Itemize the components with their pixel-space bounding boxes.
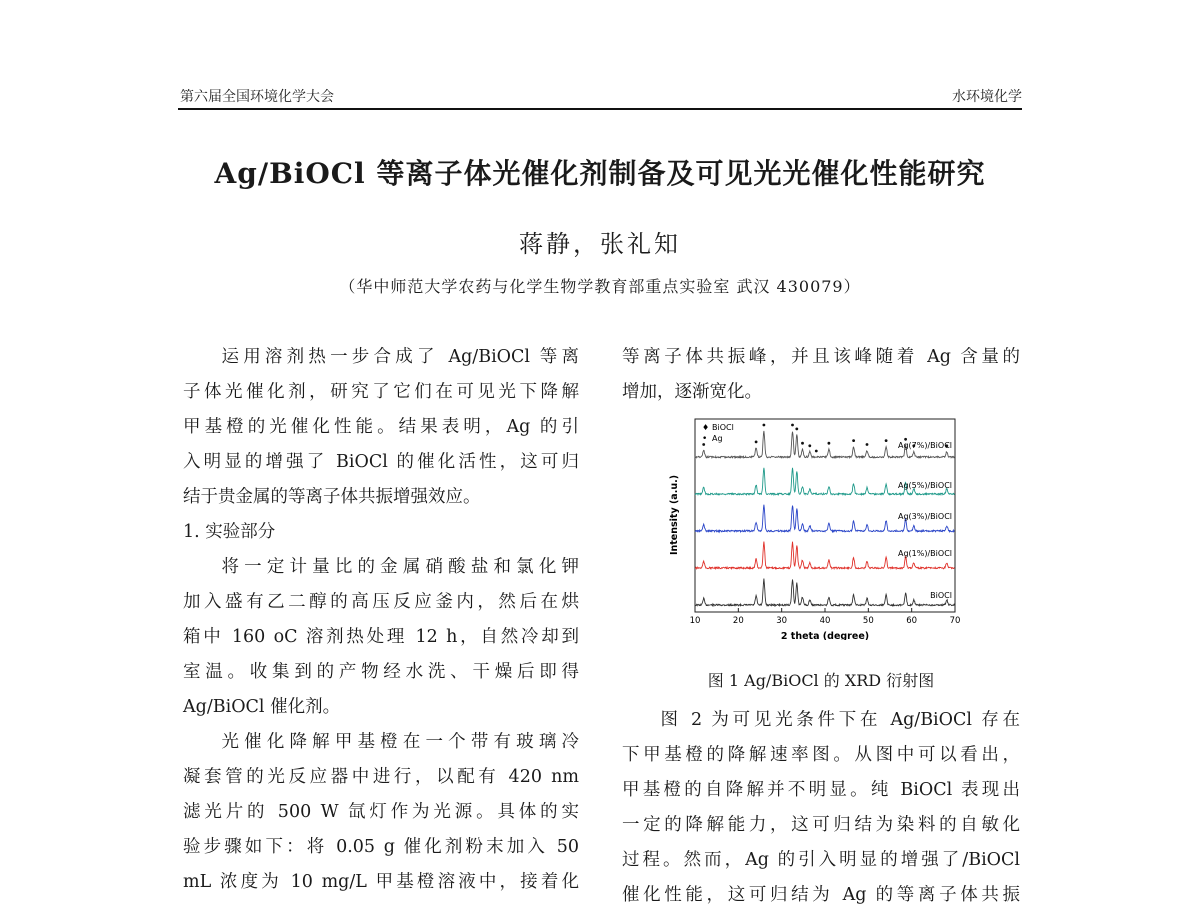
peak-marker — [828, 442, 831, 445]
peak-marker — [852, 439, 855, 442]
running-header-right: 水环境化学 — [952, 89, 1022, 105]
paper-affiliation: （华中师范大学农药与化学生物学教育部重点实验室 武汉 430079） — [339, 277, 861, 296]
series-line — [695, 579, 955, 606]
text-line: 下甲基橙的降解速率图。从图中可以看出， — [622, 745, 1020, 765]
text-line: 滤光片的 500 W 氙灯作为光源。具体的实 — [183, 802, 579, 822]
legend-marker: ♦ — [702, 423, 710, 432]
header-rule — [178, 108, 1022, 110]
x-tick-label: 10 — [689, 616, 701, 626]
peak-marker — [866, 443, 869, 446]
figure-caption: 图 1 Ag/BiOCl 的 XRD 衍射图 — [707, 671, 935, 690]
section-heading: 1. 实验部分 — [183, 522, 276, 542]
x-tick-label: 70 — [949, 616, 960, 626]
text-line: 甲基橙的光催化性能。结果表明，Ag 的引 — [183, 417, 579, 437]
y-axis-label: Intensity (a.u.) — [669, 474, 680, 556]
legend-label: Ag — [712, 434, 723, 443]
x-tick-label: 60 — [906, 616, 918, 626]
text-line: mL 浓度为 10 mg/L 甲基橙溶液中，接着化 — [183, 872, 579, 892]
paper-title: Ag/BiOCl 等离子体光催化剂制备及可见光光催化性能研究 — [214, 157, 986, 190]
peak-marker — [808, 444, 811, 447]
series-label: Ag(5%)/BiOCl — [898, 481, 952, 490]
text-line: 验步骤如下：将 0.05 g 催化剂粉末加入 50 — [183, 837, 579, 857]
text-line: 图 2 为可见光条件下在 Ag/BiOCl 存在 — [660, 710, 1020, 730]
x-tick-label: 40 — [819, 616, 831, 626]
series-label: Ag(3%)/BiOCl — [898, 512, 952, 521]
legend — [702, 423, 734, 444]
left-column — [183, 340, 579, 900]
x-tick-label: 20 — [732, 616, 744, 626]
x-tick-label: 30 — [776, 616, 788, 626]
text-line: 入明显的增强了 BiOCl 的催化活性，这可归 — [183, 452, 579, 472]
text-line: 室温。收集到的产物经水洗、干燥后即得 — [183, 662, 579, 682]
text-line: 箱中 160 oC 溶剂热处理 12 h，自然冷却到 — [183, 627, 579, 647]
peak-marker — [885, 439, 888, 442]
series-label: Ag(1%)/BiOCl — [898, 549, 952, 558]
peak-marker — [795, 428, 798, 431]
text-line: 一定的降解能力，这可归结为染料的自敏化 — [622, 815, 1020, 835]
peak-marker — [763, 424, 766, 427]
text-line: 增加，逐渐宽化。 — [622, 382, 762, 402]
text-line: 光催化降解甲基橙在一个带有玻璃冷 — [221, 732, 579, 752]
text-line: 甲基橙的自降解并不明显。纯 BiOCl 表现出 — [622, 780, 1020, 800]
text-line: 过程。然而，Ag 的引入明显的增强了/BiOCl — [622, 850, 1020, 870]
text-line: 催化性能，这可归结为 Ag 的等离子体共振 — [622, 885, 1020, 905]
x-tick-label: 50 — [862, 616, 874, 626]
x-axis-label: 2 theta (degree) — [780, 631, 870, 640]
text-line: 将一定计量比的金属硝酸盐和氯化钾 — [221, 557, 579, 577]
peak-marker — [801, 442, 804, 445]
right-column-top — [622, 340, 1020, 410]
text-line: 子体光催化剂，研究了它们在可见光下降解 — [183, 382, 579, 402]
legend-marker: • — [702, 434, 708, 444]
xrd-chart — [660, 415, 960, 640]
peak-marker — [791, 424, 794, 427]
peak-marker — [755, 441, 758, 444]
series-label: Ag(7%)/BiOCl — [898, 441, 952, 450]
paper-authors: 蒋静，张礼知 — [519, 230, 681, 258]
right-column-bottom — [622, 703, 1020, 913]
peak-marker — [815, 450, 818, 453]
text-line: 加入盛有乙二醇的高压反应釜内，然后在烘 — [183, 592, 579, 612]
running-header-left: 第六届全国环境化学大会 — [180, 89, 334, 105]
xrd-figure — [660, 415, 960, 640]
text-line: 凝套管的光反应器中进行，以配有 420 nm — [183, 767, 579, 787]
text-line: Ag/BiOCl 催化剂。 — [183, 697, 341, 717]
legend-label: BiOCl — [712, 423, 734, 432]
text-line: 结于贵金属的等离子体共振增强效应。 — [183, 487, 481, 507]
text-line: 运用溶剂热一步合成了 Ag/BiOCl 等离 — [221, 347, 579, 367]
series-label: BiOCl — [930, 591, 952, 600]
text-line: 等离子体共振峰，并且该峰随着 Ag 含量的 — [622, 347, 1020, 367]
